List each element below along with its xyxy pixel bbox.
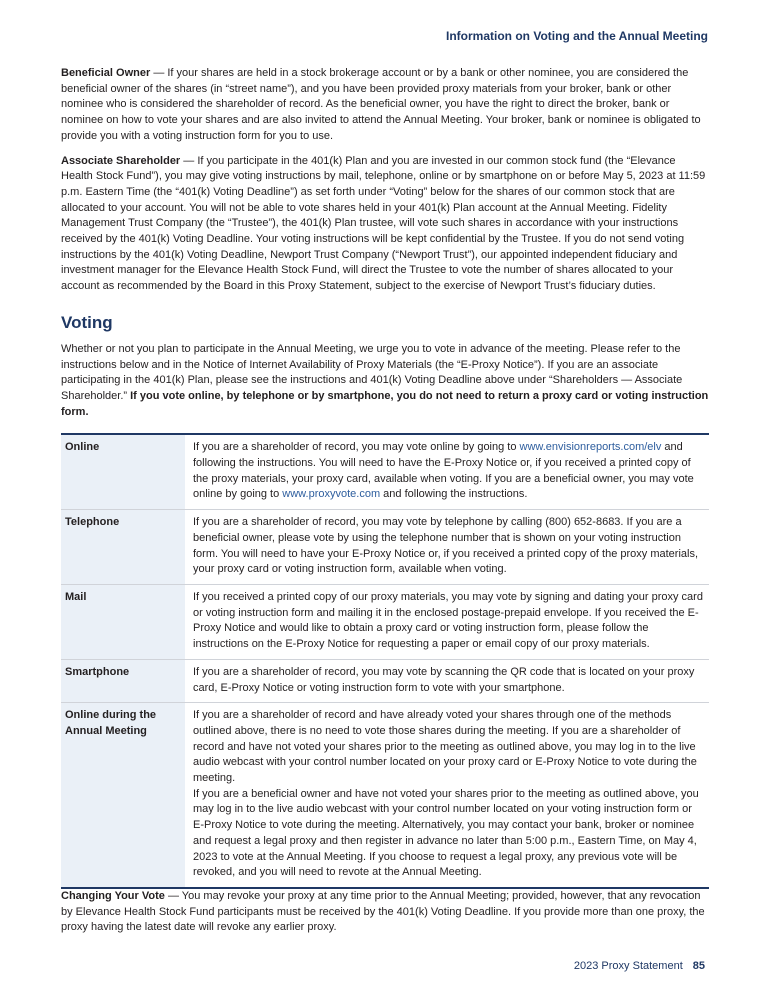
online-meeting-beneficial-owner-text: If you are a beneficial owner and have not voted your shares prior to the meeting as outlined above, you may log in to the live audio webcast with your control number located on your voting instruction form or E-Proxy Notice to vote during the meeting. Alternatively, you may contact your bank, broker or nominee and request a legal proxy and then register in advance no later than 5:00 p.m., Eastern Time, on May 4, 2023 to vote at the Annual Meeting. If you choose to request a legal proxy, any previous vote will be revoked, and you will need to revote at the Annual Meeting. xyxy=(193,787,699,879)
method-desc-mail: If you received a printed copy of our proxy materials, you may vote by signing and dating your proxy card or voting instruction form and mailing it in the enclosed postage-prepaid envelope. If you received the E-Proxy Notice and would like to obtain a proxy card or voting instruction form, please follow the instructions on the E-Proxy Notice for requesting a paper or email copy of our proxy materials. xyxy=(193,590,703,651)
table-row-telephone xyxy=(61,510,709,585)
page-number: 85 xyxy=(692,960,705,972)
method-desc-smartphone: If you are a shareholder of record, you may vote by scanning the QR code that is located on your proxy card, E-Proxy Notice or voting instruction form to vote with your smartphone. xyxy=(193,665,695,694)
voting-intro-paragraph xyxy=(61,342,709,421)
method-desc-online xyxy=(185,434,709,509)
changing-vote-paragraph xyxy=(61,889,709,936)
online-meeting-record-holder-text: If you are a shareholder of record and have already voted your shares through one of the methods outlined above, there is no need to vote those shares during the meeting. If you are a shareholder of record and have not voted your shares prior to the meeting as outlined above, you may log in to the live audio webcast with your control number located on your proxy card or E-Proxy Notice to vote during the meeting. xyxy=(193,709,697,785)
page-content xyxy=(61,66,709,945)
footer-label: 2023 Proxy Statement xyxy=(573,960,683,972)
associate-shareholder-term: Associate Shareholder xyxy=(61,154,181,167)
page-header-title: Information on Voting and the Annual Meeting xyxy=(446,29,708,43)
table-row-mail xyxy=(61,584,709,659)
online-desc-part3: and following the instructions. xyxy=(380,488,528,501)
voting-intro-bold-text: If you vote online, by telephone or by smartphone, you do not need to return a proxy card or voting instruction form. xyxy=(61,389,709,418)
table-row-online xyxy=(61,434,709,509)
changing-vote-term: Changing Your Vote xyxy=(61,889,165,902)
method-label-smartphone: Smartphone xyxy=(61,659,185,702)
changing-vote-text: — You may revoke your proxy at any time prior to the Annual Meeting; provided, however, that any revocation by Elevance Health Stock Fund participants must be received by the 401(k) Voting Deadline. If you provide more than one proxy, the proxy having the latest date will revoke any earlier proxy. xyxy=(61,889,705,934)
beneficial-owner-text: — If your shares are held in a stock brokerage account or by a bank or other nominee, you are considered the beneficial owner of the shares (in “street name”), and you have been provided proxy materials from your broker, bank or other nominee who is considered the shareholder of record. As the beneficial owner, you have the right to direct the broker, bank or nominee on how to vote your shares and are also invited to attend the Annual Meeting. Your broker, bank or nominee is obligated to provide you with a voting instruction form for you to use. xyxy=(61,67,701,142)
beneficial-owner-paragraph xyxy=(61,66,709,145)
method-desc-online-meeting xyxy=(185,703,709,888)
envisionreports-link[interactable]: www.envisionreports.com/elv xyxy=(519,441,662,454)
associate-shareholder-text: — If you participate in the 401(k) Plan and you are invested in our common stock fund (the “Elevance Health Stock Fund”), you may give voting instructions by mail, telephone, online or by smartphone on or before May 5, 2023 at 11:59 p.m. Eastern Time (the “401(k) Voting Deadline”) as set forth under “Voting” below for the shares of our common stock that are allocated to your account. You will not be able to vote shares held in your 401(k) Plan account at the Annual Meeting. Fidelity Management Trust Company (the “Trustee”), the 401(k) Plan trustee, will vote such shares in accordance with your instructions received by the 401(k) Voting Deadline. Your voting instructions will be kept confidential by the Trustee. If you do not send voting instructions by the 401(k) Voting Deadline, Newport Trust Company (“Newport Trust”), our appointed independent fiduciary and investment manager for the Elevance Health Stock Fund, will direct the Trustee to vote the number of shares allocated to your account as recommended by the Board in this Proxy Statement, subject to the exercise of Newport Trust’s fiduciary duties. xyxy=(61,154,706,293)
method-label-mail: Mail xyxy=(61,584,185,659)
voting-heading: Voting xyxy=(61,312,113,332)
proxyvote-link[interactable]: www.proxyvote.com xyxy=(282,488,381,501)
method-label-telephone: Telephone xyxy=(61,510,185,585)
online-desc-part1: If you are a shareholder of record, you may vote online by going to xyxy=(193,441,520,454)
beneficial-owner-term: Beneficial Owner xyxy=(61,67,151,79)
method-label-online-meeting: Online during the Annual Meeting xyxy=(61,703,185,888)
online-desc-part2: and following the instructions. You will need to have the E-Proxy Notice or, if you received a printed copy of the proxy materials, your proxy card, available when voting. If you are a beneficial owner, you may vote online by going to xyxy=(193,441,694,501)
table-row-smartphone xyxy=(61,659,709,702)
table-row-online-meeting xyxy=(61,703,709,888)
page-footer xyxy=(574,960,705,972)
voting-methods-table xyxy=(61,433,709,889)
associate-shareholder-paragraph xyxy=(61,154,709,295)
method-desc-telephone: If you are a shareholder of record, you may vote by telephone by calling (800) 652-8683. If you are a beneficial owner, please vote by using the telephone number that is shown on your voting instruction form. You will need to have your E-Proxy Notice or, if you received a printed copy of the proxy materials, your proxy card or voting instruction form, available when voting. xyxy=(193,516,699,576)
voting-intro-text: Whether or not you plan to participate in the Annual Meeting, we urge you to vote in advance of the meeting. Please refer to the instructions below and in the Notice of Internet Availability of Proxy Materials (the “E-Proxy Notice”). If you are an associate participating in the 401(k) Plan, please see the instructions and 401(k) Voting Deadline above under “Shareholders — Associate Shareholder.” xyxy=(61,342,683,402)
method-label-online: Online xyxy=(61,434,185,509)
